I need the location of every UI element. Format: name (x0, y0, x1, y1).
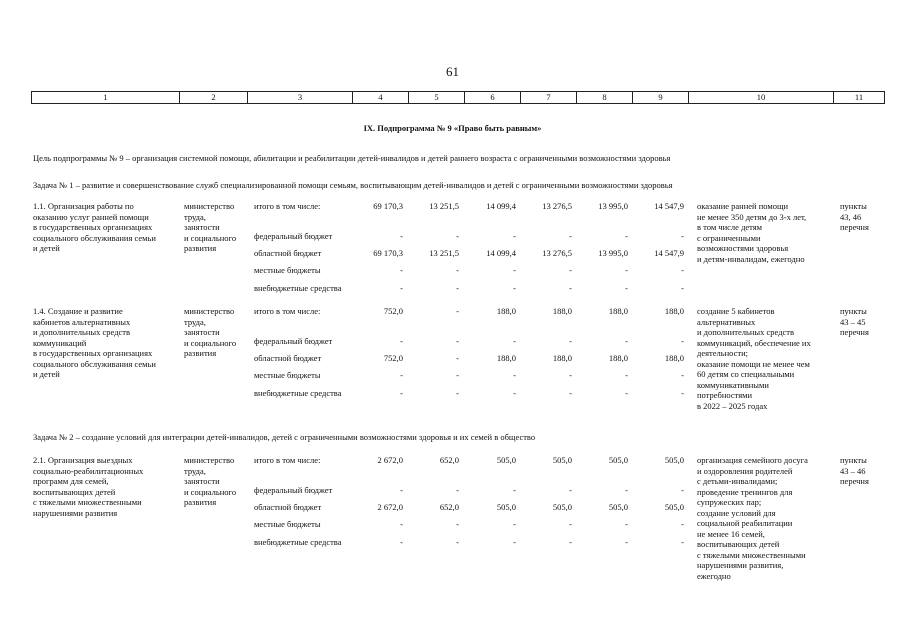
funding-value: - (400, 265, 403, 275)
funding-value: - (400, 283, 403, 293)
funding-value: - (569, 485, 572, 495)
funding-source-label: внебюджетные средства (254, 283, 342, 293)
funding-value: - (513, 388, 516, 398)
funding-value: 652,0 (439, 502, 459, 512)
funding-value: - (569, 283, 572, 293)
funding-value: - (569, 265, 572, 275)
expected-result: создание 5 кабинетов альтернативных и дополнительных средств коммуникаций, обеспечение их деятельности; оказание помощи не менее чем 60 детям со специальными коммуникативными потребностями в 2022 – 2025 годах (697, 306, 811, 411)
column-number: 9 (633, 92, 689, 104)
funding-value: - (400, 370, 403, 380)
funding-value: - (456, 231, 459, 241)
funding-value: - (569, 370, 572, 380)
funding-value: 14 547,9 (654, 201, 684, 211)
funding-value: 505,0 (664, 455, 684, 465)
funding-value: - (513, 265, 516, 275)
funding-value: - (681, 388, 684, 398)
column-number-header (31, 91, 885, 104)
subprogram-goal: Цель подпрограммы № 9 – организация системной помощи, абилитации и реабилитации детей-инвалидов и детей раннего возраста с ограниченными возможностями здоровья (33, 153, 671, 163)
funding-value: - (456, 537, 459, 547)
funding-source-label: федеральный бюджет (254, 231, 333, 241)
funding-value: 13 995,0 (598, 248, 628, 258)
funding-value: 69 170,3 (373, 201, 403, 211)
funding-value: - (400, 519, 403, 529)
funding-value: 752,0 (383, 353, 403, 363)
funding-value: - (681, 519, 684, 529)
funding-value: - (400, 537, 403, 547)
funding-value: 188,0 (608, 306, 628, 316)
list-reference: пункты 43 – 45 перечня (840, 306, 869, 337)
funding-value: 14 547,9 (654, 248, 684, 258)
funding-value: 505,0 (608, 455, 628, 465)
list-reference: пункты 43, 46 перечня (840, 201, 869, 232)
funding-value: - (400, 231, 403, 241)
funding-value: - (625, 265, 628, 275)
expected-result: оказание ранней помощи не менее 350 детям до 3-х лет, в том числе детям с ограниченными возможностями здоровья и детям-инвалидам, ежегодно (697, 201, 807, 264)
column-number: 2 (180, 92, 248, 104)
funding-value: - (569, 388, 572, 398)
funding-value: - (625, 283, 628, 293)
column-number: 10 (689, 92, 834, 104)
funding-value: - (625, 485, 628, 495)
funding-source-label: областной бюджет (254, 502, 322, 512)
funding-value: - (569, 231, 572, 241)
funding-value: 13 276,5 (542, 201, 572, 211)
column-number: 11 (834, 92, 885, 104)
funding-value: 188,0 (664, 306, 684, 316)
column-number: 5 (409, 92, 465, 104)
column-number: 3 (248, 92, 353, 104)
funding-value: 13 251,5 (429, 248, 459, 258)
funding-value: 2 672,0 (377, 455, 403, 465)
page-number: 61 (446, 64, 459, 79)
funding-value: - (456, 388, 459, 398)
funding-value: 13 251,5 (429, 201, 459, 211)
funding-value: - (625, 537, 628, 547)
funding-value: - (569, 519, 572, 529)
funding-value: - (400, 336, 403, 346)
funding-value: - (456, 519, 459, 529)
funding-source-label: федеральный бюджет (254, 336, 333, 346)
task-1-heading: Задача № 1 – развитие и совершенствование служб специализированной помощи семьям, воспитывающим детей-инвалидов и детей с ограниченными возможностями здоровья (33, 180, 673, 190)
activity-name: 2.1. Организация выездных социально-реабилитационных программ для семей, воспитывающих детей с тяжелыми множественными нарушениями развития (33, 455, 144, 518)
funding-value: - (681, 265, 684, 275)
funding-value: - (513, 519, 516, 529)
funding-value: - (456, 370, 459, 380)
funding-value: 505,0 (496, 502, 516, 512)
funding-value: 188,0 (496, 306, 516, 316)
funding-value: 505,0 (608, 502, 628, 512)
funding-value: - (456, 283, 459, 293)
funding-source-label: внебюджетные средства (254, 537, 342, 547)
funding-value: 652,0 (439, 455, 459, 465)
funding-source-label: внебюджетные средства (254, 388, 342, 398)
funding-value: 69 170,3 (373, 248, 403, 258)
funding-value: - (681, 485, 684, 495)
funding-source-label: местные бюджеты (254, 265, 321, 275)
column-number: 4 (353, 92, 409, 104)
funding-value: 505,0 (552, 502, 572, 512)
column-number: 6 (465, 92, 521, 104)
funding-value: - (681, 370, 684, 380)
funding-value: - (625, 231, 628, 241)
funding-source-label: итого в том числе: (254, 201, 321, 211)
executor: министерство труда, занятости и социального развития (184, 455, 237, 507)
funding-value: 2 672,0 (377, 502, 403, 512)
funding-value: - (456, 265, 459, 275)
column-number: 7 (521, 92, 577, 104)
funding-value: - (681, 231, 684, 241)
funding-value: - (681, 336, 684, 346)
funding-source-label: областной бюджет (254, 353, 322, 363)
funding-value: - (569, 336, 572, 346)
funding-value: - (513, 370, 516, 380)
funding-value: - (400, 485, 403, 495)
funding-value: - (513, 283, 516, 293)
funding-value: 505,0 (496, 455, 516, 465)
funding-value: 13 276,5 (542, 248, 572, 258)
expected-result: организация семейного досуга и оздоровления родителей с детьми-инвалидами; проведение тренингов для супружеских пар; создание условий для социальной реабилитации не менее 16 семей, воспитывающих детей с тяжелыми множественными нарушениями развития, ежегодно (697, 455, 808, 581)
funding-source-label: итого в том числе: (254, 455, 321, 465)
funding-value: 505,0 (552, 455, 572, 465)
funding-value: - (513, 537, 516, 547)
funding-value: - (513, 231, 516, 241)
funding-value: 188,0 (552, 306, 572, 316)
funding-value: 14 099,4 (486, 248, 516, 258)
funding-value: - (456, 485, 459, 495)
funding-source-label: областной бюджет (254, 248, 322, 258)
list-reference: пункты 43 – 46 перечня (840, 455, 869, 486)
funding-value: - (625, 519, 628, 529)
funding-value: 188,0 (552, 353, 572, 363)
funding-value: - (456, 336, 459, 346)
funding-value: 188,0 (664, 353, 684, 363)
activity-name: 1.4. Создание и развитие кабинетов альтернативных и дополнительных средств коммуникаций в государственных организациях социального обслуживания семьи и детей (33, 306, 156, 379)
task-2-heading: Задача № 2 – создание условий для интеграции детей-инвалидов, детей с ограниченными возможностями здоровья и их семей в общество (33, 432, 536, 442)
funding-value: 188,0 (608, 353, 628, 363)
funding-source-label: местные бюджеты (254, 519, 321, 529)
funding-value: - (513, 485, 516, 495)
funding-value: 505,0 (664, 502, 684, 512)
funding-value: - (681, 283, 684, 293)
funding-value: - (513, 336, 516, 346)
funding-value: 14 099,4 (486, 201, 516, 211)
funding-value: - (681, 537, 684, 547)
executor: министерство труда, занятости и социального развития (184, 201, 237, 253)
subprogram-title: IX. Подпрограмма № 9 «Право быть равным» (363, 123, 542, 133)
activity-name: 1.1. Организация работы по оказанию услуг ранней помощи в государственных организациях социального обслуживания семьи и детей (33, 201, 156, 253)
column-number: 8 (577, 92, 633, 104)
funding-source-label: итого в том числе: (254, 306, 321, 316)
column-number: 1 (32, 92, 180, 104)
funding-value: 188,0 (496, 353, 516, 363)
funding-value: - (400, 388, 403, 398)
funding-value: - (625, 370, 628, 380)
funding-value: - (456, 306, 459, 316)
funding-source-label: местные бюджеты (254, 370, 321, 380)
executor: министерство труда, занятости и социального развития (184, 306, 237, 358)
funding-value: 13 995,0 (598, 201, 628, 211)
funding-source-label: федеральный бюджет (254, 485, 333, 495)
funding-value: 752,0 (383, 306, 403, 316)
funding-value: - (625, 336, 628, 346)
funding-value: - (625, 388, 628, 398)
funding-value: - (569, 537, 572, 547)
funding-value: - (456, 353, 459, 363)
